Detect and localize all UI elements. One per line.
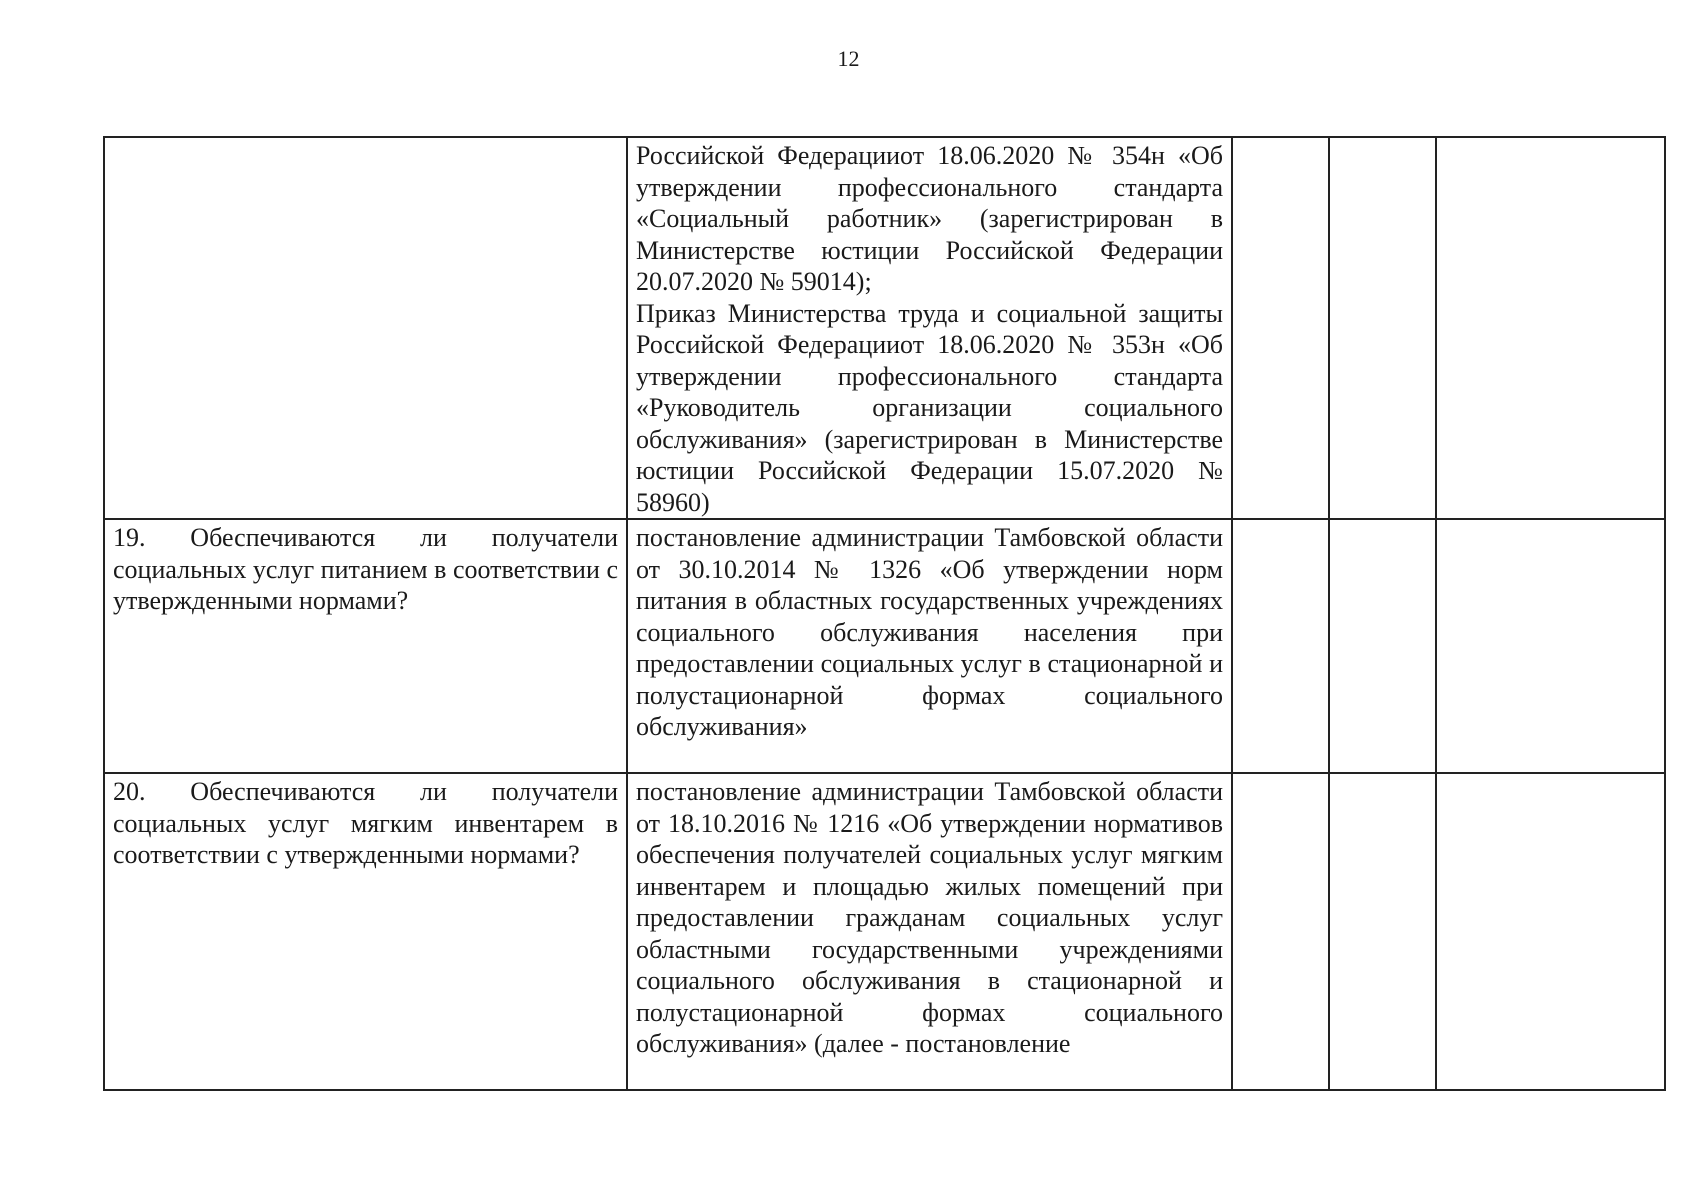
table-row [104, 519, 1665, 773]
legal-act-cell [627, 773, 1232, 1090]
note-cell [1436, 773, 1665, 1090]
question-cell [104, 773, 627, 1090]
note-cell [1436, 137, 1665, 519]
question-cell [104, 137, 627, 519]
answer-yes-cell [1232, 773, 1329, 1090]
legal-act-cell [627, 519, 1232, 773]
page-number: 12 [837, 46, 860, 71]
legal-act-text: постановление администрации Тамбовской области от 18.10.2016 № 1216 «Об утверждении нормативов обеспечения получателей социальных услуг мягким инвентарем и площадью жилых помещений при предоставлении гражданам социальных услуг областными государственными учреждениями социального обслуживания в стационарной и полустационарной формах социального обслуживания» (далее - постановление [636, 777, 1223, 1058]
legal-act-text: постановление администрации Тамбовской области от 30.10.2014 № 1326 «Об утверждении норм питания в областных государственных учреждениях социального обслуживания населения при предоставлении социальных услуг в стационарной и полустационарной формах социального обслуживания» [636, 523, 1223, 741]
legal-act-text: Приказ Министерства труда и социальной защиты Российской Федерацииот 18.06.2020 № 353н «Об утверждении профессионального стандарта «Руководитель организации социального обслуживания» (зарегистрирован в Министерстве юстиции Российской Федерации 15.07.2020 № 58960) [636, 298, 1223, 517]
checklist-table [103, 136, 1666, 1091]
question-text: 20. Обеспечиваются ли получатели социальных услуг мягким инвентарем в соответствии с утвержденными нормами? [113, 777, 618, 869]
table-row [104, 137, 1665, 519]
table-row [104, 773, 1665, 1090]
question-text: 19. Обеспечиваются ли получатели социальных услуг питанием в соответствии с утвержденными нормами? [113, 523, 618, 615]
legal-act-cell [627, 137, 1232, 519]
answer-yes-cell [1232, 137, 1329, 519]
answer-no-cell [1329, 773, 1436, 1090]
question-cell [104, 519, 627, 773]
answer-yes-cell [1232, 519, 1329, 773]
note-cell [1436, 519, 1665, 773]
answer-no-cell [1329, 137, 1436, 519]
legal-act-text: Российской Федерацииот 18.06.2020 № 354н «Об утверждении профессионального стандарта «Социальный работник» (зарегистрирован в Министерстве юстиции Российской Федерации 20.07.2020 № 59014); [636, 141, 1223, 296]
answer-no-cell [1329, 519, 1436, 773]
